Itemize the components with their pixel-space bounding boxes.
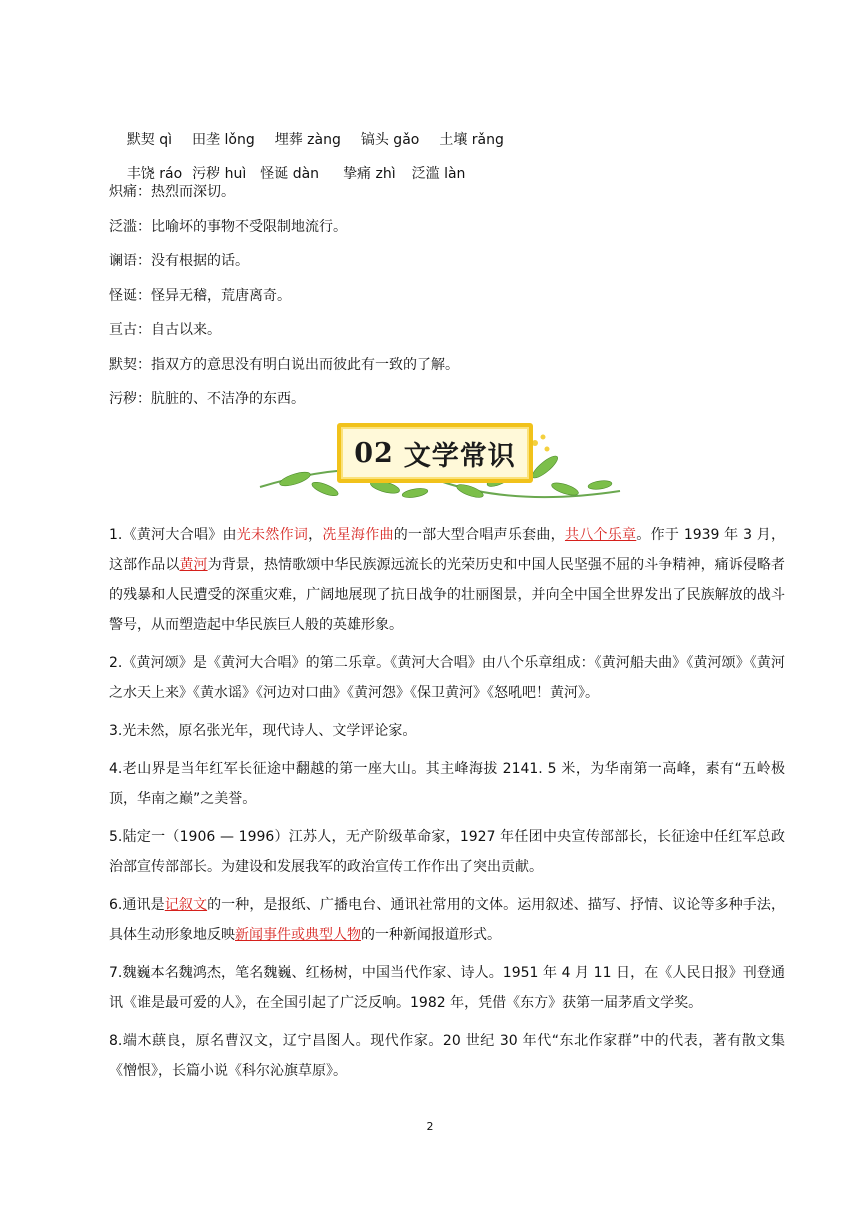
- definition-item: 泛滥：比喻坏的事物不受限制地流行。: [109, 218, 347, 235]
- text-span: 1.《黄河大合唱》由: [109, 527, 237, 543]
- section-title: [341, 427, 529, 479]
- definition-item: 亘古：自古以来。: [109, 322, 221, 338]
- note-paragraph-4: 4.老山界是当年红军长征途中翻越的第一座大山。其主峰海拔 2141. 5 米，为华南第一高峰，素有“五岭极顶，华南之巅”之美誉。: [109, 761, 785, 807]
- section-heading: 文学常识: [403, 440, 516, 472]
- definition-item: 炽痛：热烈而深切。: [109, 184, 235, 200]
- highlight-text: 记叙文: [164, 897, 208, 913]
- literature-notes: [109, 520, 785, 1094]
- highlight-text: 黄河: [179, 557, 208, 573]
- text-span: 6.通讯是: [109, 897, 165, 913]
- note-paragraph-5: 5.陆定一（1906 — 1996）江苏人，无产阶级革命家，1927 年任团中央宣传部部长，长征途中任红军总政治部宣传部部长。为建设和发展我军的政治宣传工作作出了突出贡献。: [109, 829, 785, 875]
- pinyin-item: 挚痛 zhì: [343, 166, 396, 182]
- text-span: ，: [308, 527, 323, 543]
- pinyin-item: 田垄 lǒng: [192, 132, 255, 148]
- pinyin-item: 污秽 huì: [192, 166, 247, 182]
- definition-item: 污秽：肮脏的、不洁净的东西。: [109, 391, 305, 407]
- pinyin-item: 埋葬 zàng: [274, 132, 341, 148]
- section-number: 02: [354, 437, 394, 469]
- note-paragraph-2: 2.《黄河颂》是《黄河大合唱》的第二乐章。《黄河大合唱》由八个乐章组成：《黄河船夫曲》《黄河颂》《黄河之水天上来》《黄水谣》《河边对口曲》《黄河怨》《保卫黄河》《怒吼吧！黄河》。: [109, 655, 785, 701]
- note-paragraph-3: 3.光未然，原名张光年，现代诗人、文学评论家。: [109, 723, 417, 739]
- text-span: 为背景，热情歌颂中华民族源远流长的光荣历史和中国人民坚强不屈的斗争精神，痛诉侵略者的残暴和人民遭受的深重灾难，广阔地展现了抗日战争的壮丽图景，并向全中国全世界发出了民族解放的战斗警号，从而塑造起中华民族巨人般的英雄形象。: [109, 557, 786, 633]
- note-paragraph-8: 8.端木蕻良，原名曹汉文，辽宁昌图人。现代作家。20 世纪 30 年代“东北作家群”中的代表，著有散文集《憎恨》，长篇小说《科尔沁旗草原》。: [109, 1033, 785, 1079]
- text-span: 的一种，是报纸、广播电台、通讯社常用的文体。运用叙述、描写、抒情、议论等多种手法，具体生动形象地反映: [109, 897, 786, 943]
- highlight-text: 冼星海作曲: [322, 527, 394, 543]
- page-number: 2: [426, 1120, 434, 1133]
- pinyin-item: 镐头 gǎo: [360, 132, 420, 148]
- section-banner: [255, 415, 625, 505]
- highlight-text: 光未然作词: [236, 527, 309, 543]
- pinyin-item: 默契 qì: [126, 132, 173, 148]
- highlight-text: 共八个乐章: [564, 527, 637, 543]
- pinyin-item: 丰饶 ráo: [126, 166, 183, 182]
- definition-item: 谰语：没有根据的话。: [109, 253, 249, 269]
- definition-item: 怪诞：怪异无稽，荒唐离奇。: [109, 287, 291, 304]
- pinyin-item: 泛滥 làn: [411, 166, 466, 182]
- note-paragraph-7: 7.魏巍本名魏鸿杰，笔名魏巍、红杨树，中国当代作家、诗人。1951 年 4 月 11 日，在《人民日报》刊登通讯《谁是最可爱的人》，在全国引起了广泛反响。1982 年，凭借《东方》获第一届茅盾文学奖。: [109, 965, 785, 1011]
- definition-list: [109, 175, 459, 417]
- text-span: 的一种新闻报道形式。: [361, 927, 501, 943]
- pinyin-item: 怪诞 dàn: [260, 166, 320, 182]
- text-span: 。作于 1939 年 3 月，这部作品以: [109, 527, 786, 573]
- note-paragraph-1: [109, 520, 785, 640]
- banner-frame: [337, 423, 533, 483]
- text-span: 的一部大型合唱声乐套曲，: [393, 527, 565, 543]
- highlight-text: 新闻事件或典型人物: [235, 927, 361, 943]
- pinyin-item: 土壤 rǎng: [439, 132, 504, 148]
- definition-item: 默契：指双方的意思没有明白说出而彼此有一致的了解。: [109, 356, 459, 373]
- note-paragraph-6: [109, 890, 785, 950]
